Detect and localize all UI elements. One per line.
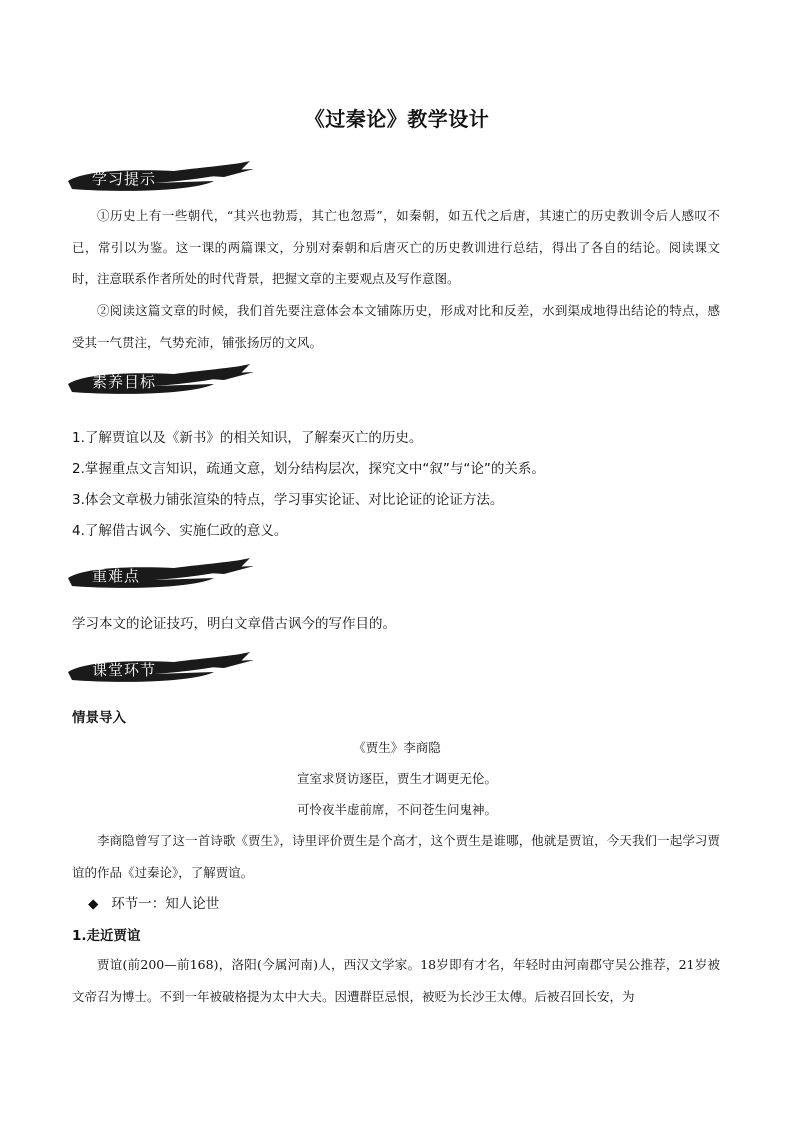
intro-paragraph: 李商隐曾写了这一首诗歌《贾生》，诗里评价贾生是个高才，这个贾生是谁哪，他就是贾谊，今天我们一起学习贾谊的作品《过秦论》，了解贾谊。 <box>72 833 720 880</box>
section-title: 课堂环节 <box>92 661 157 679</box>
section-title: 学习提示 <box>92 170 157 188</box>
section-header-key-points <box>64 556 264 596</box>
section-header-goals <box>64 362 264 402</box>
tips-paragraph-2: ②阅读这篇文章的时候，我们首先要注意体会本文铺陈历史，形成对比和反差，水到渠成地得出结论的特点，感受其一气贯注，气势充沛，铺张扬厉的文风。 <box>72 303 720 350</box>
intro-heading: 情景导入 <box>72 710 126 726</box>
section-header-study-tips <box>64 159 264 199</box>
step1-heading <box>88 892 219 912</box>
section-header-class-steps <box>64 650 264 690</box>
bullet-diamond-icon: ◆ <box>88 896 99 912</box>
goal-item-1: 1.了解贾谊以及《新书》的相关知识，了解秦灭亡的历史。 <box>72 430 423 446</box>
section-title: 重难点 <box>92 567 141 585</box>
poem-line-1: 宣室求贤访逐臣，贾生才调更无伦。 <box>296 771 497 786</box>
jia-yi-paragraph: 贾谊(前200—前168)，洛阳(今属河南)人，西汉文学家。18岁即有才名，年轻时由河南郡守吴公推荐，21岁被文帝召为博士。不到一年被破格提为太中大夫。因遭群臣忌恨，被贬为长沙王太傅。后被召回长安，为 <box>72 957 720 1004</box>
goal-item-2: 2.掌握重点文言知识，疏通文意，划分结构层次，探究文中“叙”与“论”的关系。 <box>72 461 545 477</box>
tips-paragraph-1: ①历史上有一些朝代，“其兴也勃焉，其亡也忽焉”，如秦朝，如五代之后唐，其速亡的历史教训令后人感叹不已，常引以为鉴。这一课的两篇课文，分别对秦朝和后唐灭亡的历史教训进行总结，得出了各自的结论。阅读课文时，注意联系作者所处的时代背景，把握文章的主要观点及写作意图。 <box>72 208 720 286</box>
step1-label: 环节一：知人论世 <box>111 896 220 912</box>
section-title: 素养目标 <box>92 373 157 391</box>
poem-title: 《贾生》李商隐 <box>353 740 441 755</box>
poem-line-2: 可怜夜半虚前席，不问苍生问鬼神。 <box>296 802 497 817</box>
sub-heading-jia-yi: 1.走近贾谊 <box>72 928 141 944</box>
page-title: 《过秦论》教学设计 <box>304 107 490 131</box>
goal-item-3: 3.体会文章极力铺张渲染的特点，学习事实论证、对比论证的论证方法。 <box>72 492 504 508</box>
goal-item-4: 4.了解借古讽今、实施仁政的意义。 <box>72 523 288 539</box>
key-point-text: 学习本文的论证技巧，明白文章借古讽今的写作目的。 <box>72 616 396 632</box>
